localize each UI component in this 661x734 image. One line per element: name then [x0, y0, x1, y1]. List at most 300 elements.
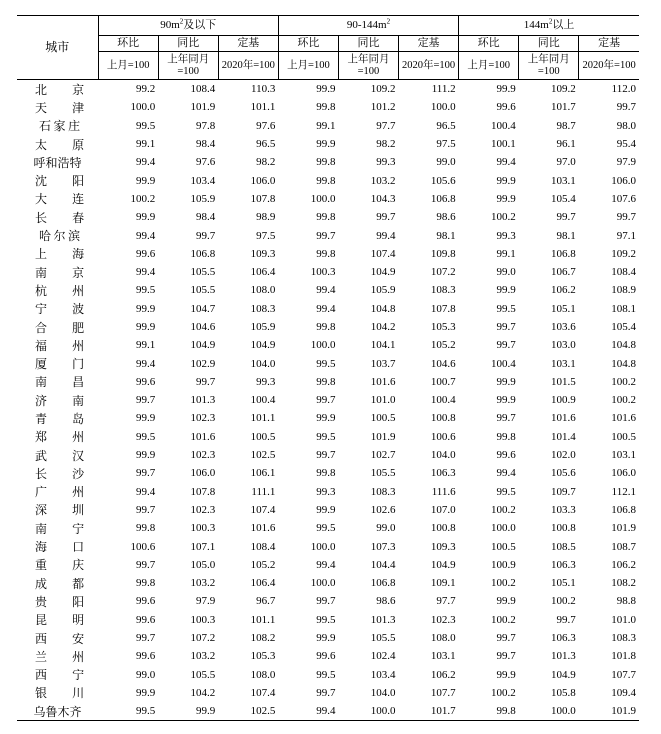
price-index-table — [17, 15, 639, 721]
city-name: 哈尔滨 — [39, 229, 81, 244]
base-header-2020: 2020年=100 — [218, 52, 278, 80]
index-value: 106.8 — [551, 247, 576, 260]
index-value: 103.7 — [370, 357, 396, 370]
index-value: 99.5 — [316, 668, 336, 681]
sub-header-yoy: 同比 — [519, 36, 579, 52]
index-value: 97.6 — [196, 156, 216, 169]
index-value: 105.3 — [250, 650, 276, 663]
index-value: 100.5 — [250, 430, 276, 443]
group-header-large: $144m^2$以上 — [459, 16, 639, 36]
city-name: 沈阳 — [35, 174, 85, 189]
index-value: 105.5 — [190, 284, 216, 297]
index-value: 99.9 — [135, 211, 156, 224]
index-value: 106.3 — [430, 467, 456, 480]
index-value: 99.4 — [135, 156, 156, 169]
city-name: 天津 — [35, 100, 85, 115]
table-row — [17, 428, 639, 446]
index-value: 105.3 — [430, 321, 456, 333]
table-row — [17, 300, 639, 318]
index-value: 99.9 — [496, 174, 516, 187]
base-header-last-year: 上年同月=100 — [519, 52, 579, 80]
index-value: 99.6 — [135, 613, 156, 626]
city-name: 北京 — [35, 82, 85, 97]
index-value: 101.9 — [190, 101, 216, 114]
index-value: 101.1 — [250, 613, 276, 626]
city-name: 长春 — [35, 210, 85, 225]
index-value: 97.6 — [256, 119, 276, 132]
index-value: 109.8 — [430, 247, 456, 260]
index-value: 99.1 — [135, 138, 156, 151]
index-value: 96.7 — [256, 595, 276, 608]
index-value: 101.5 — [551, 375, 576, 388]
index-value: 99.7 — [496, 632, 516, 645]
index-value: 100.9 — [490, 558, 516, 571]
index-value: 99.0 — [436, 156, 456, 169]
index-value: 99.9 — [158, 702, 218, 721]
index-value: 97.8 — [196, 119, 216, 132]
city-name: 海口 — [35, 540, 85, 555]
index-value: 100.9 — [551, 394, 576, 407]
index-value: 101.9 — [370, 430, 396, 443]
index-value: 103.4 — [190, 174, 216, 187]
city-name: 昆明 — [35, 613, 85, 628]
price-index-table-container — [17, 15, 639, 721]
table-row — [17, 611, 639, 629]
table-row — [17, 409, 639, 427]
city-name: 太原 — [35, 137, 85, 152]
index-value: 100.4 — [490, 119, 516, 132]
index-value: 99.9 — [496, 83, 516, 96]
index-value: 99.3 — [376, 156, 396, 169]
index-value: 107.3 — [370, 540, 396, 553]
index-value: 99.1 — [496, 247, 516, 260]
table-row — [17, 190, 639, 208]
index-value: 101.6 — [250, 522, 276, 535]
sub-header-fixed-base: 定基 — [399, 36, 459, 52]
index-value: 109.2 — [611, 247, 636, 260]
index-value: 99.7 — [135, 632, 156, 645]
index-value: 107.4 — [250, 503, 276, 516]
index-value: 99.9 — [496, 394, 516, 407]
index-value: 104.9 — [430, 558, 456, 571]
table-row — [17, 446, 639, 464]
index-value: 97.7 — [436, 595, 456, 608]
index-value: 99.7 — [496, 339, 516, 352]
index-value: 99.0 — [135, 668, 156, 681]
index-value: 100.0 — [130, 101, 156, 114]
index-value: 99.7 — [135, 394, 156, 407]
index-value: 99.4 — [135, 266, 156, 279]
index-value: 104.9 — [551, 668, 576, 681]
index-value: 98.4 — [196, 211, 216, 224]
index-value: 99.6 — [316, 650, 336, 663]
index-value: 104.1 — [370, 339, 396, 352]
index-value: 99.5 — [98, 702, 158, 721]
index-value: 99.9 — [496, 192, 516, 205]
index-value: 100.2 — [551, 595, 576, 608]
index-value: 105.9 — [190, 192, 216, 205]
index-value: 107.2 — [190, 632, 216, 645]
base-header-last-year: 上年同月=100 — [158, 52, 218, 80]
index-value: 106.1 — [250, 467, 276, 480]
index-value: 108.2 — [250, 632, 276, 645]
index-value: 99.7 — [316, 449, 336, 462]
index-value: 106.3 — [551, 632, 576, 645]
index-value: 99.8 — [135, 522, 156, 535]
sub-header-fixed-base: 定基 — [579, 36, 639, 52]
table-row — [17, 592, 639, 610]
index-value: 103.4 — [370, 668, 396, 681]
index-value: 100.2 — [490, 613, 516, 626]
group-header-row — [17, 16, 639, 36]
index-value: 105.1 — [551, 577, 576, 590]
index-value: 104.3 — [370, 192, 396, 205]
table-row — [17, 153, 639, 171]
index-value: 102.5 — [250, 449, 276, 462]
index-value: 97.9 — [196, 595, 216, 608]
index-value: 100.6 — [130, 540, 156, 553]
index-value: 101.9 — [579, 702, 639, 721]
index-value: 104.2 — [190, 686, 216, 699]
index-value: 109.7 — [551, 485, 576, 498]
index-value: 98.7 — [556, 119, 576, 132]
index-value: 107.8 — [430, 302, 456, 315]
table-row — [17, 537, 639, 555]
index-value: 99.4 — [316, 302, 336, 315]
index-value: 99.8 — [316, 467, 336, 480]
index-value: 99.4 — [496, 467, 516, 480]
city-name: 南昌 — [35, 375, 85, 390]
index-value: 101.6 — [611, 412, 636, 425]
index-value: 107.8 — [190, 485, 216, 498]
city-name: 西安 — [35, 631, 85, 646]
index-value: 109.3 — [250, 247, 276, 260]
base-header-last-month: 上月=100 — [459, 52, 519, 80]
index-value: 99.5 — [135, 119, 156, 132]
index-value: 104.6 — [190, 321, 216, 333]
index-value: 108.9 — [611, 284, 636, 297]
table-row — [17, 208, 639, 226]
index-value: 102.3 — [430, 613, 456, 626]
index-value: 99.3 — [256, 375, 276, 388]
index-value: 100.4 — [430, 394, 456, 407]
city-name: 南宁 — [35, 521, 85, 536]
index-value: 106.3 — [551, 558, 576, 571]
index-value: 107.6 — [611, 192, 636, 205]
index-value: 111.6 — [431, 485, 456, 498]
index-value: 99.9 — [496, 375, 516, 388]
table-row — [17, 245, 639, 263]
index-value: 104.9 — [370, 266, 396, 279]
table-row — [17, 117, 639, 135]
index-value: 108.3 — [370, 485, 396, 498]
index-value: 108.2 — [611, 577, 636, 590]
index-value: 107.4 — [250, 686, 276, 699]
index-value: 104.7 — [190, 302, 216, 315]
index-value: 96.5 — [436, 119, 456, 132]
index-value: 97.5 — [436, 138, 456, 151]
table-row — [17, 171, 639, 189]
table-row — [17, 629, 639, 647]
sub-header-mom: 环比 — [98, 36, 158, 52]
table-row — [17, 373, 639, 391]
index-value: 99.3 — [316, 485, 336, 498]
index-value: 104.2 — [370, 321, 396, 333]
index-value: 100.2 — [611, 394, 636, 407]
sub-header-fixed-base: 定基 — [218, 36, 278, 52]
index-value: 100.0 — [310, 192, 336, 205]
index-value: 100.5 — [370, 412, 396, 425]
index-value: 101.1 — [250, 412, 276, 425]
table-row — [17, 501, 639, 519]
index-value: 99.9 — [316, 503, 336, 516]
index-value: 97.0 — [556, 156, 576, 169]
index-value: 104.0 — [370, 686, 396, 699]
index-value: 99.5 — [496, 302, 516, 315]
city-name: 重庆 — [35, 558, 85, 573]
index-value: 108.3 — [430, 284, 456, 297]
index-value: 102.3 — [190, 503, 216, 516]
index-value: 98.8 — [616, 595, 636, 608]
index-value: 107.1 — [190, 540, 216, 553]
index-value: 101.3 — [551, 650, 576, 663]
index-value: 99.9 — [316, 138, 336, 151]
base-header-2020: 2020年=100 — [399, 52, 459, 80]
index-value: 99.5 — [316, 613, 336, 626]
index-value: 105.5 — [190, 266, 216, 279]
index-value: 106.8 — [190, 247, 216, 260]
index-value: 99.6 — [135, 650, 156, 663]
index-value: 112.0 — [611, 83, 636, 96]
city-name: 长沙 — [35, 466, 85, 481]
index-value: 101.1 — [250, 101, 276, 114]
index-value: 99.8 — [459, 702, 519, 721]
table-row — [17, 336, 639, 354]
city-column-header: 城市 — [17, 16, 98, 80]
base-header-2020: 2020年=100 — [579, 52, 639, 80]
index-value: 100.3 — [190, 613, 216, 626]
group-header-medium: $90-144m^2$ — [278, 16, 458, 36]
index-value: 99.9 — [496, 595, 516, 608]
index-value: 98.2 — [376, 138, 396, 151]
index-value: 97.1 — [616, 229, 636, 242]
index-value: 107.8 — [250, 192, 276, 205]
index-value: 103.1 — [611, 449, 636, 462]
index-value: 100.2 — [490, 503, 516, 516]
index-value: 100.0 — [310, 540, 336, 553]
city-name: 广州 — [35, 485, 85, 500]
index-value: 97.7 — [376, 119, 396, 132]
index-value: 98.0 — [616, 119, 636, 132]
city-name: 成都 — [35, 576, 85, 591]
table-row — [17, 391, 639, 409]
index-value: 109.2 — [370, 83, 396, 96]
base-header-last-month: 上月=100 — [98, 52, 158, 80]
index-value: 99.8 — [316, 101, 336, 114]
index-value: 102.7 — [370, 449, 396, 462]
table-row — [17, 574, 639, 592]
index-value: 100.2 — [611, 375, 636, 388]
index-value: 108.4 — [250, 540, 276, 553]
index-value: 99.9 — [496, 284, 516, 297]
index-value: 108.5 — [551, 540, 576, 553]
index-value: 101.3 — [190, 394, 216, 407]
index-value: 106.7 — [551, 266, 576, 279]
index-value: 99.4 — [135, 229, 156, 242]
city-name: 银川 — [35, 686, 85, 701]
city-name: 合肥 — [35, 320, 85, 335]
base-header-last-year: 上年同月=100 — [338, 52, 398, 80]
index-value: 99.1 — [135, 339, 156, 352]
index-value: 100.5 — [611, 430, 636, 443]
table-row — [17, 556, 639, 574]
city-name: 宁波 — [35, 302, 85, 317]
index-value: 100.3 — [310, 266, 336, 279]
sub-header-yoy: 同比 — [158, 36, 218, 52]
sub-header-mom: 环比 — [459, 36, 519, 52]
index-value: 99.6 — [496, 449, 516, 462]
index-value: 107.0 — [430, 503, 456, 516]
index-value: 103.1 — [551, 174, 576, 187]
index-value: 99.7 — [135, 467, 156, 480]
index-value: 99.7 — [316, 394, 336, 407]
index-value: 96.1 — [556, 138, 576, 151]
index-value: 105.4 — [551, 192, 576, 205]
index-value: 105.4 — [611, 321, 636, 333]
index-value: 99.7 — [556, 211, 576, 224]
city-name: 贵阳 — [35, 594, 85, 609]
index-value: 109.3 — [430, 540, 456, 553]
index-value: 98.2 — [256, 156, 276, 169]
index-value: 109.1 — [430, 577, 456, 590]
index-value: 99.5 — [135, 284, 156, 297]
index-value: 106.2 — [430, 668, 456, 681]
index-value: 102.0 — [551, 449, 576, 462]
index-value: 105.6 — [430, 174, 456, 187]
base-header-row — [17, 52, 639, 80]
index-value: 99.9 — [316, 83, 336, 96]
city-name: 呼和浩特 — [33, 155, 82, 170]
index-value: 97.5 — [256, 229, 276, 242]
index-value: 108.4 — [190, 83, 216, 96]
index-value: 99.7 — [616, 101, 636, 114]
index-value: 99.7 — [316, 595, 336, 608]
table-row — [17, 80, 639, 99]
index-value: 100.0 — [519, 702, 579, 721]
index-value: 106.2 — [611, 558, 636, 571]
index-value: 100.4 — [490, 357, 516, 370]
table-row — [17, 318, 639, 336]
index-value: 106.8 — [611, 503, 636, 516]
index-value: 112.1 — [611, 485, 636, 498]
index-value: 100.2 — [130, 192, 156, 205]
index-value: 98.4 — [196, 138, 216, 151]
index-value: 99.4 — [278, 702, 338, 721]
index-value: 100.0 — [490, 522, 516, 535]
index-value: 105.8 — [551, 686, 576, 699]
index-value: 99.5 — [135, 430, 156, 443]
index-value: 105.9 — [250, 321, 276, 333]
table-row — [17, 519, 639, 537]
index-value: 99.9 — [135, 321, 156, 333]
group-header-small: $90m^2$及以下 — [98, 16, 278, 36]
index-value: 99.4 — [135, 485, 156, 498]
index-value: 101.6 — [370, 375, 396, 388]
city-name: 上海 — [35, 247, 85, 262]
index-value: 107.2 — [430, 266, 456, 279]
index-value: 99.8 — [496, 430, 516, 443]
index-value: 102.4 — [370, 650, 396, 663]
index-value: 104.0 — [430, 449, 456, 462]
index-value: 106.0 — [190, 467, 216, 480]
table-row — [17, 702, 639, 721]
sub-header-mom: 环比 — [278, 36, 338, 52]
index-value: 99.1 — [316, 119, 336, 132]
table-body — [17, 80, 639, 721]
index-value: 108.0 — [250, 668, 276, 681]
index-value: 108.7 — [611, 540, 636, 553]
index-value: 103.3 — [551, 503, 576, 516]
index-value: 104.8 — [611, 357, 636, 370]
index-value: 99.7 — [316, 686, 336, 699]
index-value: 104.9 — [190, 339, 216, 352]
index-value: 99.4 — [376, 229, 396, 242]
index-value: 105.5 — [190, 668, 216, 681]
index-value: 99.7 — [496, 650, 516, 663]
table-row — [17, 684, 639, 702]
table-row — [17, 647, 639, 665]
index-value: 99.7 — [376, 211, 396, 224]
index-value: 99.9 — [496, 668, 516, 681]
index-value: 100.0 — [310, 577, 336, 590]
index-value: 106.0 — [611, 174, 636, 187]
city-name: 大连 — [35, 192, 85, 207]
index-value: 99.8 — [316, 156, 336, 169]
index-value: 111.1 — [251, 485, 276, 498]
index-value: 103.1 — [551, 357, 576, 370]
index-value: 99.9 — [135, 412, 156, 425]
index-value: 102.3 — [190, 412, 216, 425]
table-row — [17, 226, 639, 244]
index-value: 99.5 — [496, 485, 516, 498]
index-value: 105.2 — [250, 558, 276, 571]
city-name: 杭州 — [35, 283, 85, 298]
city-name: 兰州 — [35, 649, 85, 664]
index-value: 105.5 — [370, 632, 396, 645]
table-row — [17, 464, 639, 482]
index-value: 101.0 — [370, 394, 396, 407]
index-value: 99.7 — [616, 211, 636, 224]
index-value: 100.3 — [190, 522, 216, 535]
index-value: 99.5 — [316, 522, 336, 535]
index-value: 100.5 — [490, 540, 516, 553]
index-value: 102.9 — [190, 357, 216, 370]
index-value: 102.5 — [218, 702, 278, 721]
index-value: 99.9 — [316, 632, 336, 645]
table-row — [17, 666, 639, 684]
index-value: 111.2 — [431, 83, 456, 96]
index-value: 99.4 — [316, 284, 336, 297]
index-value: 109.2 — [551, 83, 576, 96]
index-value: 99.7 — [196, 375, 216, 388]
index-value: 99.5 — [316, 430, 336, 443]
index-value: 99.8 — [316, 375, 336, 388]
city-name: 济南 — [35, 393, 85, 408]
index-value: 101.6 — [551, 412, 576, 425]
index-value: 108.4 — [611, 266, 636, 279]
table-row — [17, 281, 639, 299]
index-value: 106.8 — [430, 192, 456, 205]
